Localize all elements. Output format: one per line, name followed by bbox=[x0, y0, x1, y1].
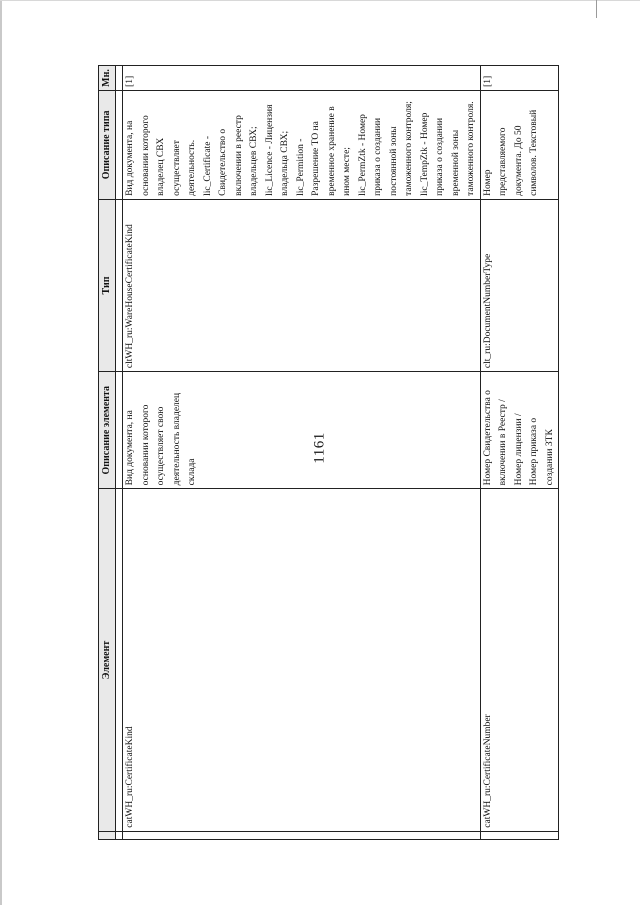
cell-element-text: catWH_ru:CertificateKind bbox=[125, 726, 135, 828]
row-indent-cell bbox=[480, 831, 559, 839]
cell-element bbox=[123, 489, 481, 831]
spacer-cell bbox=[116, 831, 123, 839]
spacer-cell bbox=[116, 66, 123, 91]
cell-type-text: clt_ru:DocumentNumberType bbox=[482, 253, 493, 369]
cell-type-text: cltWH_ru:WareHouseCertificateKind bbox=[125, 224, 135, 369]
spacer-cell bbox=[116, 489, 123, 831]
header-element: Элемент bbox=[99, 489, 116, 831]
cell-element-description-text: Номер Свидетельства о включении в Реестр / Номер лицензии / Номер приказа о создании ЗТК bbox=[482, 390, 555, 486]
header-spacer bbox=[99, 831, 116, 839]
cell-type-description-text: Номер представляемого документа. До 50 символов. Текстовый bbox=[482, 109, 539, 196]
spacer-cell bbox=[116, 199, 123, 371]
cell-element bbox=[480, 489, 559, 831]
table-frame bbox=[98, 65, 555, 840]
cell-multiplicity-text: [1] bbox=[482, 75, 493, 87]
spacer-cell bbox=[116, 90, 123, 199]
scan-edge-top bbox=[0, 0, 640, 1]
table-row bbox=[480, 66, 559, 840]
cell-type bbox=[480, 199, 559, 371]
header-multiplicity: Мн. bbox=[99, 66, 116, 91]
spacer-cell bbox=[116, 372, 123, 489]
table-header-row bbox=[99, 66, 116, 840]
fold-line bbox=[596, 0, 597, 18]
header-element-description: Описание элемента bbox=[99, 372, 116, 489]
page-number: 1161 bbox=[311, 432, 328, 464]
cell-type-description bbox=[480, 90, 559, 199]
cell-type-description-text: Вид документа, на основании которого владелец СВХ осуществляет деятельность. lic_Certificate - Свидетельство о включении в реестр владельцев СВХ; lic_Licence - Лицензия владельца СВХ; lic_Permition - Разрешение ТО на временное хранение в ином месте; lic_PermZtk - Номер приказа о создании постоянной зоны таможенного контроля; lic_TempZtk - Номер приказа о создании временной зоны таможенного контроля. bbox=[125, 101, 476, 196]
cell-multiplicity-text: [1] bbox=[125, 75, 135, 87]
row-indent-cell bbox=[123, 831, 481, 839]
cell-multiplicity bbox=[480, 66, 559, 91]
cell-element-description-text: Вид документа, на основании которого осуществляет свою деятельность владелец склада bbox=[125, 392, 197, 486]
table-spacer-row bbox=[116, 66, 123, 840]
table-row bbox=[123, 66, 481, 840]
scan-edge-left bbox=[0, 0, 2, 905]
cell-element-text: catWH_ru:CertificateNumber bbox=[482, 714, 493, 828]
cell-type-description bbox=[123, 90, 481, 199]
header-type-description: Описание типа bbox=[99, 90, 116, 199]
cell-multiplicity bbox=[123, 66, 481, 91]
cell-type bbox=[123, 199, 481, 371]
cell-element-description bbox=[480, 372, 559, 489]
cell-element-description bbox=[123, 372, 481, 489]
spec-table bbox=[98, 65, 559, 840]
header-type: Тип bbox=[99, 199, 116, 371]
table-rotator bbox=[98, 65, 555, 840]
